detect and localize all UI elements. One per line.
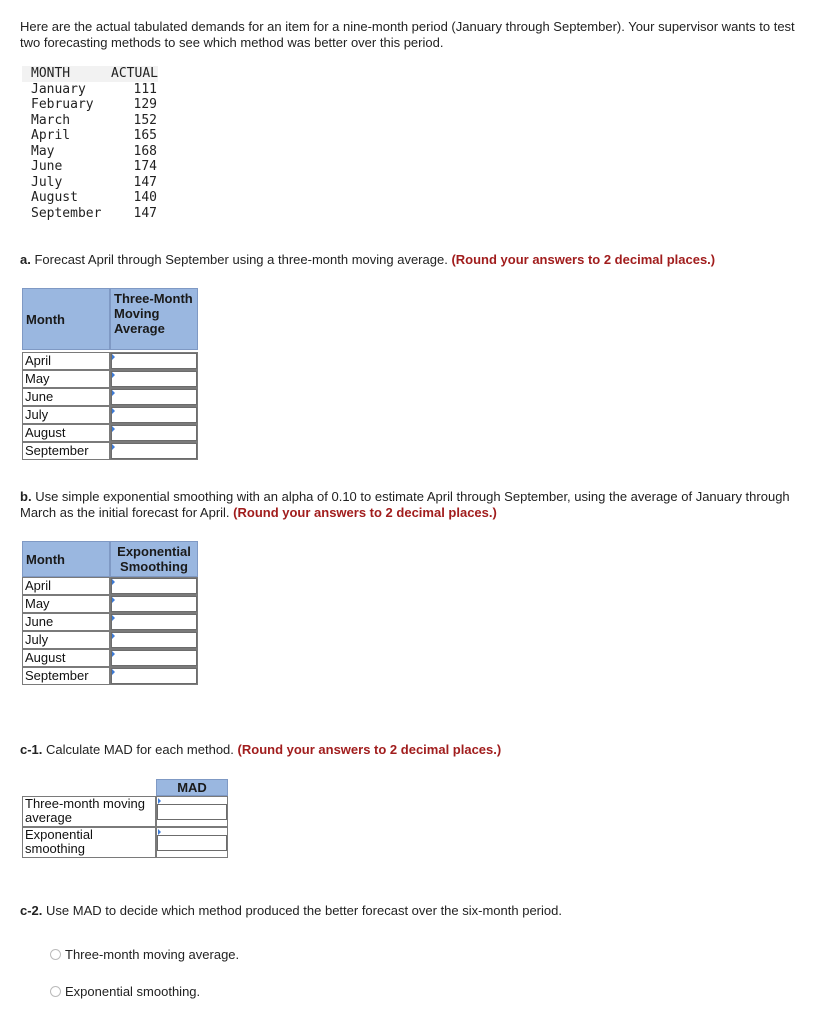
ma-july-cell [110,406,198,424]
es-june-cell [110,613,198,631]
ma-april-cell [110,352,198,370]
row-month: September [31,205,102,221]
es-july-cell [110,631,198,649]
ma-may-cell [110,370,198,388]
option-exponential-smoothing-label: Exponential smoothing. [65,984,201,999]
header-actual: ACTUAL [111,66,158,81]
row-label-may: May [22,370,110,388]
moving-average-table [22,288,198,460]
row-month: May [31,143,55,159]
question-c2-text: Use MAD to decide which method produced the better forecast over the six-month period. [46,903,562,918]
row-actual: 147 [133,205,157,221]
ma-august-input[interactable] [111,425,197,441]
mad-exponential-smoothing-cell [156,827,228,858]
radio-icon[interactable] [50,986,61,997]
table-row [22,144,158,160]
es-june-input[interactable] [111,614,197,630]
ma-april-input[interactable] [111,353,197,369]
row-label-june: June [22,388,110,406]
question-c1-text: Calculate MAD for each method. [46,742,234,757]
es-september-cell [110,667,198,685]
question-b-label: b. [20,489,32,504]
question-a-text: Forecast April through September using a three-month moving average. [34,252,448,267]
question-c2 [20,903,800,919]
row-label-july: July [22,631,110,649]
row-label-august: August [22,424,110,442]
mad-exponential-smoothing-input[interactable] [157,835,227,851]
row-label-august: August [22,649,110,667]
es-may-input[interactable] [111,596,197,612]
question-b-note: (Round your answers to 2 decimal places.) [233,505,497,520]
row-month: August [31,190,78,205]
intro-text: Here are the actual tabulated demands for an item for a nine-month period (January through September). Your supervisor wants to test two forecasting methods to see which method was better over this period. [20,19,795,50]
es-july-input[interactable] [111,632,197,648]
row-actual: 165 [133,128,157,143]
table-row [22,82,158,98]
header-month: Month [22,541,110,577]
row-month: January [31,81,86,97]
row-month: March [31,112,71,128]
row-month: June [31,159,63,174]
header-mad: MAD [156,779,228,796]
ma-july-input[interactable] [111,407,197,423]
ma-june-input[interactable] [111,389,197,405]
mad-moving-average-cell [156,796,228,827]
es-august-input[interactable] [111,650,197,666]
mad-table [22,779,228,858]
row-label-april: April [22,577,110,595]
row-label-july: July [22,406,110,424]
row-actual: 152 [133,112,157,128]
radio-icon[interactable] [50,949,61,960]
question-c2-label: c-2. [20,903,43,918]
mad-moving-average-input[interactable] [157,804,227,820]
es-april-cell [110,577,198,595]
row-actual: 147 [133,174,157,190]
ma-september-cell [110,442,198,460]
row-label-september: September [22,667,110,685]
option-exponential-smoothing[interactable] [50,984,200,999]
row-actual: 174 [133,159,157,174]
table-row [22,190,158,206]
row-actual: 140 [133,190,157,205]
table-row [22,97,158,113]
row-label-april: April [22,352,110,370]
ma-august-cell [110,424,198,442]
table-row [22,175,158,191]
table-row [22,113,158,129]
header-month: Month [22,288,110,350]
question-b [20,489,800,521]
row-label-september: September [22,442,110,460]
es-may-cell [110,595,198,613]
header-month: MONTH [31,66,71,81]
row-label-moving-average: Three-month moving average [22,796,156,827]
question-a-note: (Round your answers to 2 decimal places.) [451,252,716,267]
demand-table-header [22,66,158,82]
ma-may-input[interactable] [111,371,197,387]
option-moving-average-label: Three-month moving average. [65,947,240,962]
ma-june-cell [110,388,198,406]
row-actual: 129 [133,97,157,112]
es-april-input[interactable] [111,578,197,594]
row-label-may: May [22,595,110,613]
table-row [22,206,158,222]
question-a [20,252,800,268]
header-moving-average: Three-Month Moving Average [110,288,198,350]
row-actual: 111 [133,81,157,97]
row-label-exponential-smoothing: Exponential smoothing [22,827,156,858]
row-month: July [31,174,63,190]
question-c1 [20,742,800,758]
demand-table [22,66,158,221]
row-month: February [31,97,94,112]
es-september-input[interactable] [111,668,197,684]
row-actual: 168 [133,143,157,159]
question-c1-note: (Round your answers to 2 decimal places.) [237,742,502,757]
option-moving-average[interactable] [50,947,239,962]
row-month: April [31,128,71,143]
header-exponential-smoothing: Exponential Smoothing [110,541,198,577]
es-august-cell [110,649,198,667]
table-row [22,159,158,175]
question-a-label: a. [20,252,31,267]
question-b-text: Use simple exponential smoothing with an alpha of 0.10 to estimate April through September, using the average of January through March as the initial forecast for April. [20,489,790,520]
question-c1-label: c-1. [20,742,43,757]
row-label-june: June [22,613,110,631]
table-row [22,128,158,144]
ma-september-input[interactable] [111,443,197,459]
exponential-smoothing-table [22,541,198,685]
